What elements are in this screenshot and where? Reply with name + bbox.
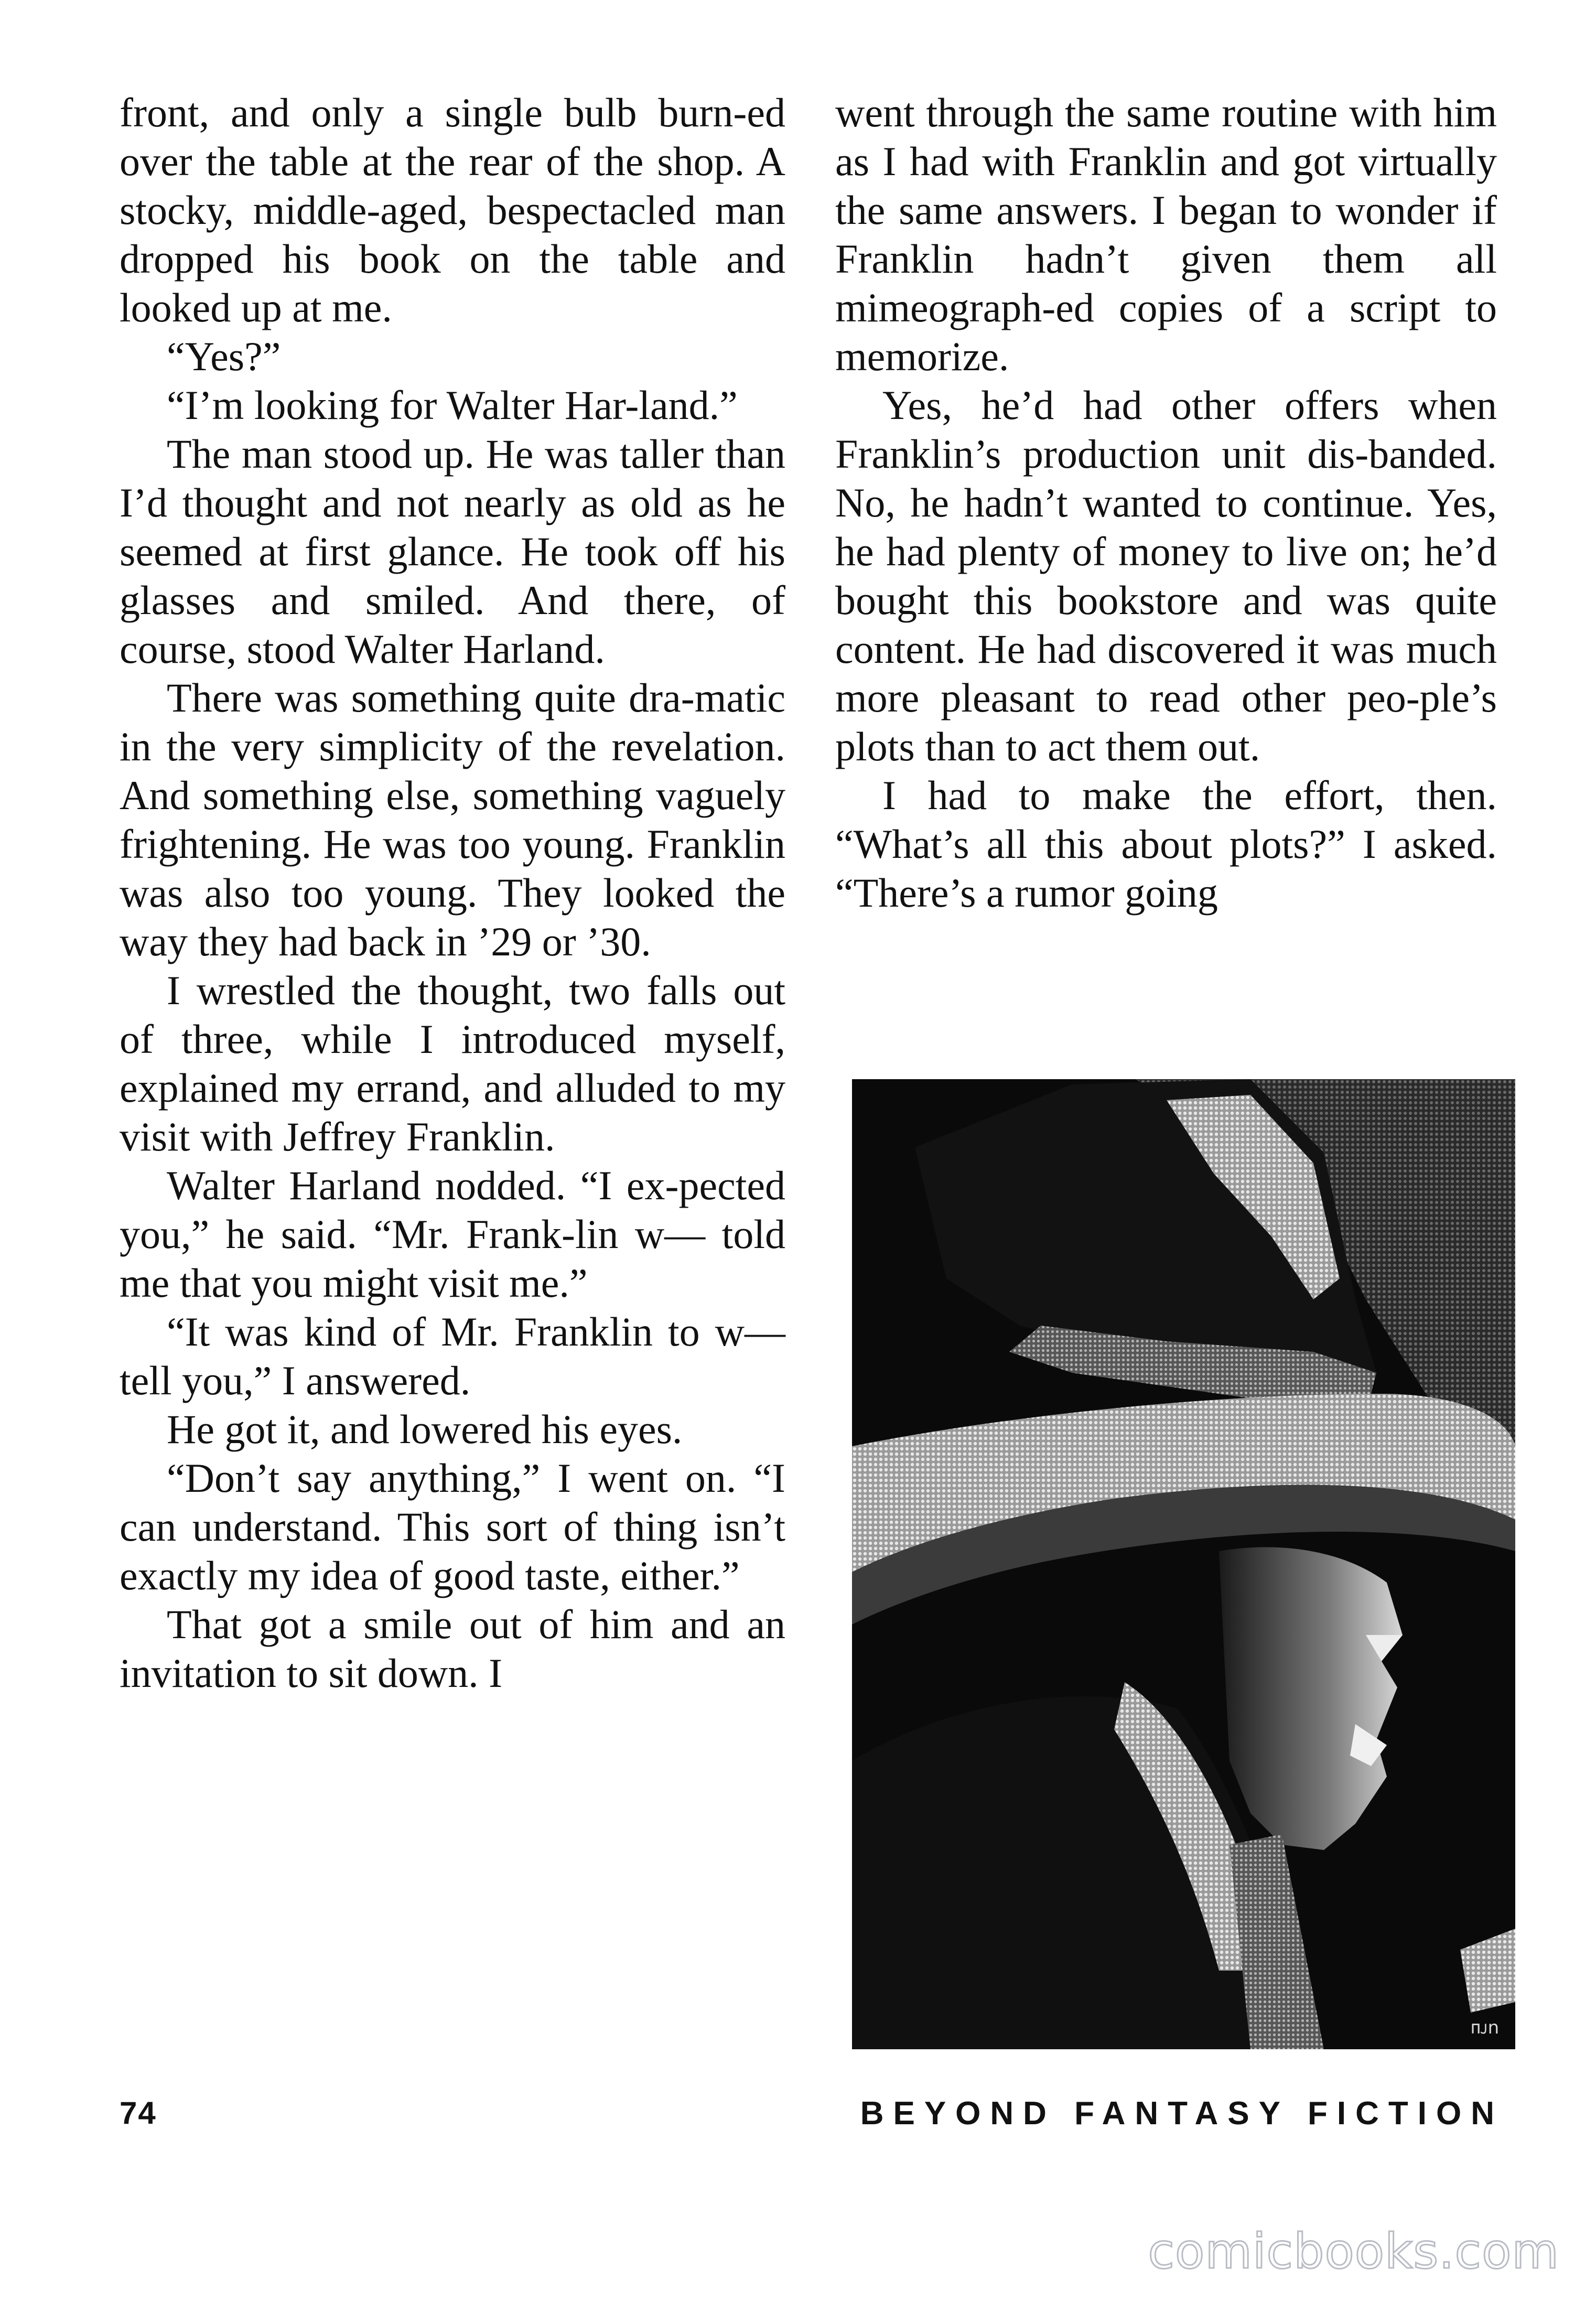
paragraph: “It was kind of Mr. Franklin to w— tell you,” I answered. xyxy=(120,1309,785,1403)
illustration-man-in-fedora-icon xyxy=(852,1079,1515,2049)
paragraph: “Yes?” xyxy=(167,334,281,379)
paragraph: I wrestled the thought, two falls out of three, while I introduced myself, explained my errand, and alluded to my visit with Jeffrey Franklin. xyxy=(120,967,785,1159)
artist-signature: ᴨᴊn xyxy=(1471,2017,1500,2038)
paragraph: The man stood up. He was taller than I’d thought and not nearly as old as he seemed at first glance. He took off his glasses and smiled. And there, of course, stood Walter Harland. xyxy=(120,431,785,672)
paragraph: went through the same routine with him as I had with Franklin and got virtually the same answers. I began to wonder if Franklin hadn’t given them all mimeograph-ed copies of a script to memorize. xyxy=(835,90,1497,379)
right-text-column xyxy=(835,88,1497,917)
paragraph: front, and only a single bulb burn-ed over the table at the rear of the shop. A stocky, middle-aged, bespectacled man dropped his book on the table and looked up at me. xyxy=(120,90,785,330)
paragraph: He got it, and lowered his eyes. xyxy=(167,1406,683,1452)
paragraph: “I’m looking for Walter Har-land.” xyxy=(167,382,738,428)
paragraph: There was something quite dra-matic in the very simplicity of the revelation. And something else, something vaguely frightening. He was too young. Franklin was also too young. They looked the way they had back in ’29 or ’30. xyxy=(120,675,785,964)
paragraph: Yes, he’d had other offers when Franklin’s production unit dis-banded. No, he hadn’t wanted to continue. Yes, he had plenty of money to live on; he’d bought this bookstore and was quite content. He had discovered it was much more pleasant to read other peo-ple’s plots than to act them out. xyxy=(835,382,1497,769)
left-text-column xyxy=(120,88,785,1697)
watermark-logo: comicbooks.com xyxy=(1148,2223,1559,2279)
page-number: 74 xyxy=(120,2095,157,2131)
paragraph: I had to make the effort, then. “What’s all this about plots?” I asked. “There’s a rumor going xyxy=(835,772,1497,916)
magazine-title: BEYOND FANTASY FICTION xyxy=(860,2095,1504,2132)
paragraph: Walter Harland nodded. “I ex-pected you,” he said. “Mr. Frank-lin w— told me that you might visit me.” xyxy=(120,1163,785,1306)
paragraph: That got a smile out of him and an invitation to sit down. I xyxy=(120,1601,785,1696)
fedora-man-drawing xyxy=(852,1079,1515,2049)
page-footer xyxy=(120,2095,1504,2137)
paragraph: “Don’t say anything,” I went on. “I can understand. This sort of thing isn’t exactly my idea of good taste, either.” xyxy=(120,1455,785,1598)
